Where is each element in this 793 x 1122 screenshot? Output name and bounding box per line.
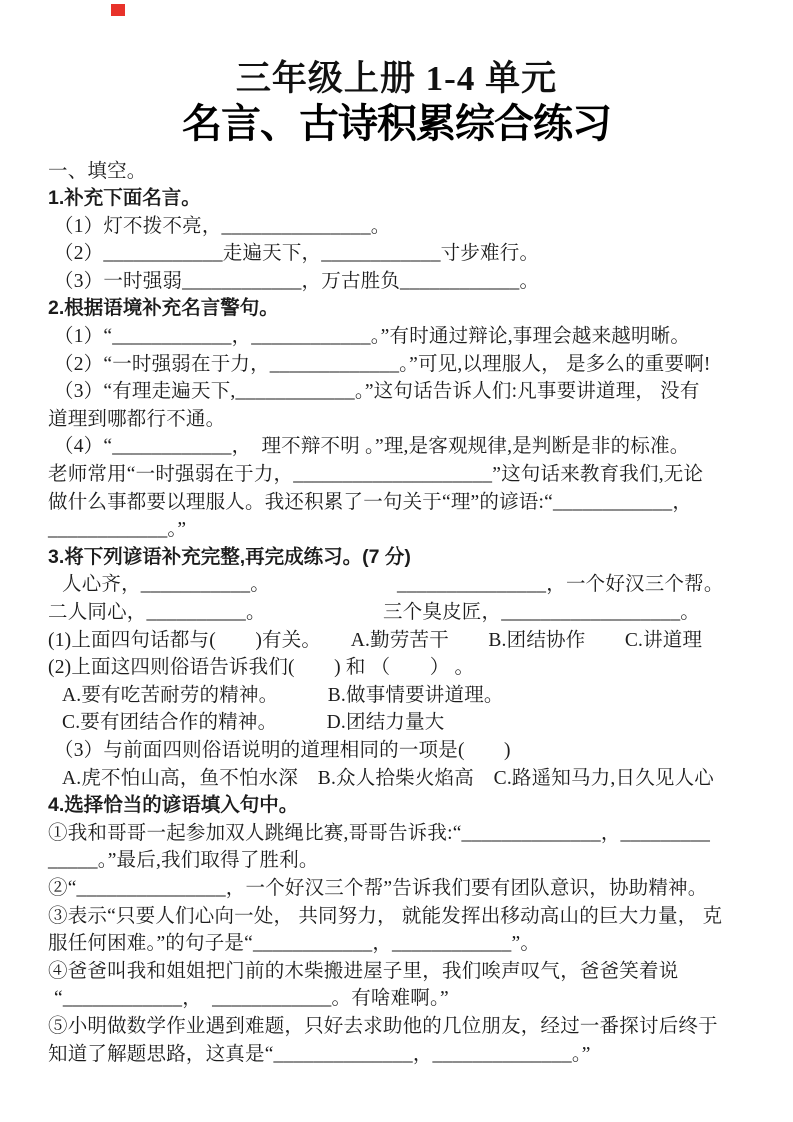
q3-sub-2-options-cd: C.要有团结合作的精神。 D.团结力量大 [62, 712, 445, 734]
q4-item-3-cont: 服任何困难。”的句子是“____________，____________”。 [48, 933, 541, 955]
worksheet-body [0, 158, 793, 1069]
q2-item-4-cont-2: 做什么事都要以理服人。我还积累了一句关于“理”的谚语:“____________， [48, 491, 693, 513]
q3-proverb-3: 二人同心，__________。 [48, 602, 266, 623]
q3-proverb-2: _______________，一个好汉三个帮。 [397, 574, 724, 596]
q1-item-3: （3）一时强弱____________，万古胜负____________。 [54, 270, 540, 292]
q3-sub-3-options: A.虎不怕山高，鱼不怕水深 B.众人拾柴火焰高 C.路遥知马力,日久见人心 [62, 767, 714, 789]
q3-proverb-1: 人心齐，___________。 [62, 574, 270, 596]
q3-sub-3: （3）与前面四则俗语说明的道理相同的一项是( ) [54, 739, 511, 761]
q4-item-2: ②“_______________，一个好汉三个帮”告诉我们要有团队意识，协助精神。 [48, 877, 708, 899]
q4-item-4-cont: “____________， ____________。有啥难啊。” [54, 988, 449, 1010]
question-2-heading: 2.根据语境补充名言警句。 [48, 297, 279, 320]
q4-item-1: ①我和哥哥一起参加双人跳绳比赛,哥哥告诉我:“______________，_________ [48, 822, 711, 844]
q2-item-1: （1）“____________，____________。”有时通过辩论,事理会越来越明晰。 [54, 326, 691, 348]
q4-item-5-cont: 知道了解题思路，这真是“______________，______________。” [48, 1043, 591, 1065]
q4-item-3: ③表示“只要人们心向一处， 共同努力， 就能发挥出移动高山的巨大力量， 克 [48, 905, 723, 927]
q3-proverb-row-2 [48, 599, 747, 627]
q2-item-3: （3）“有理走遍天下,____________。”这句话告诉人们:凡事要讲道理， 没有 [54, 381, 700, 403]
q3-sub-2: (2)上面这四则俗语告诉我们( ) 和 （ ） 。 [48, 657, 475, 679]
q3-sub-1: (1)上面四句话都与( )有关。 A.勤劳苦干 B.团结协作 C.讲道理 [48, 629, 703, 651]
q4-item-5: ⑤小明做数学作业遇到难题，只好去求助他的几位朋友，经过一番探讨后终于 [48, 1015, 718, 1037]
q2-item-4-cont-3: ____________。” [48, 519, 187, 541]
q2-item-3-cont: 道理到哪都行不通。 [48, 408, 226, 430]
q4-item-4: ④爸爸叫我和姐姐把门前的木柴搬进屋子里，我们唉声叹气，爸爸笑着说 [48, 960, 679, 982]
q3-proverb-row-1 [48, 571, 747, 599]
question-1-heading: 1.补充下面名言。 [48, 187, 201, 210]
q1-item-2: （2）____________走遍天下，____________寸步难行。 [54, 243, 540, 265]
red-scan-marker [111, 4, 125, 16]
q2-item-2: （2）“一时强弱在于力，_____________。”可见,以理服人， 是多么的重要啊! [54, 353, 711, 375]
q4-item-1-cont: _____。”最后,我们取得了胜利。 [48, 850, 319, 872]
question-3-heading: 3.将下列谚语补充完整,再完成练习。(7 分) [48, 545, 411, 568]
section-1-heading: 一、填空。 [48, 160, 147, 182]
page-subtitle: 名言、古诗积累综合练习 [182, 101, 611, 146]
q3-sub-2-options-ab: A.要有吃苦耐劳的精神。 B.做事情要讲道理。 [62, 684, 504, 706]
q2-item-4-cont-1: 老师常用“一时强弱在于力，____________________”这句话来教育我们,无论 [48, 464, 704, 486]
q1-item-1: （1）灯不拨不亮，_______________。 [54, 215, 391, 237]
q3-proverb-4: 三个臭皮匠，__________________。 [383, 602, 701, 623]
q2-item-4: （4）“____________， 理不辩不明 。”理,是客观规律,是判断是非的标准。 [54, 436, 690, 458]
question-4-heading: 4.选择恰当的谚语填入句中。 [48, 794, 299, 817]
page-title: 三年级上册 1-4 单元 [235, 59, 558, 98]
